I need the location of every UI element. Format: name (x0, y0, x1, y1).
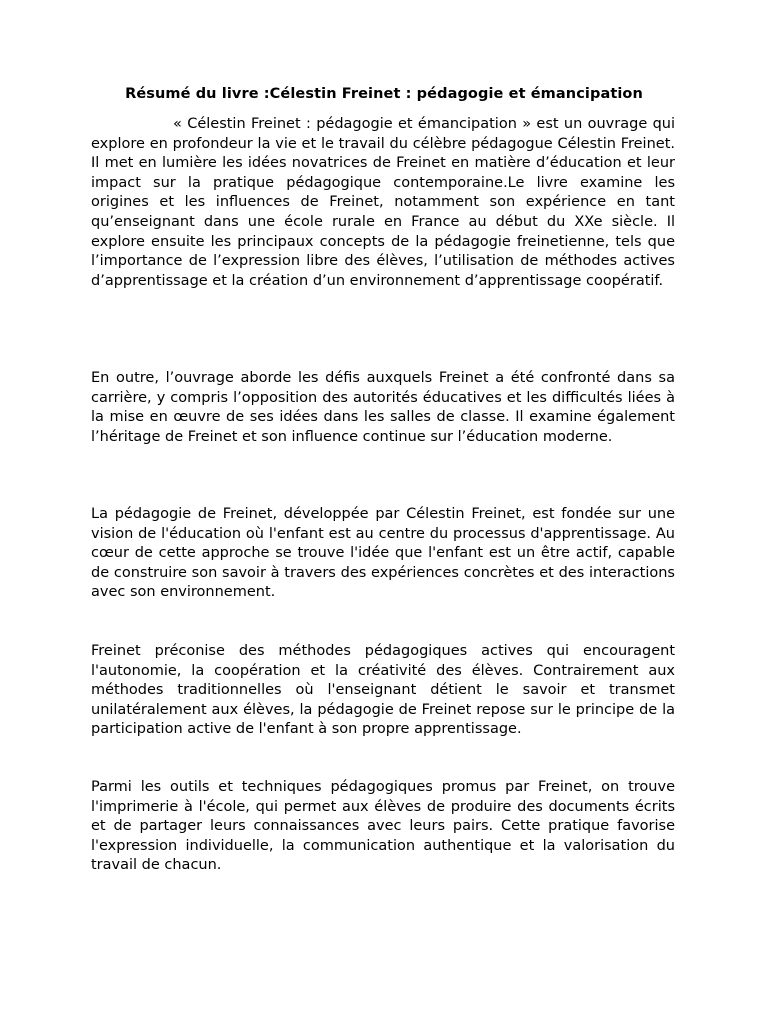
paragraph-4: Freinet préconise des méthodes pédagogiques actives qui encouragent l'autonomie, la coopération et la créativité des élèves. Contrairement aux méthodes traditionnelles où l'enseignant détient le savoir et transmet unilatéralement aux élèves, la pédagogie de Freinet repose sur le principe de la participation active de l'enfant à son propre apprentissage. (91, 643, 675, 738)
paragraph-1: « Célestin Freinet : pédagogie et émancipation » est un ouvrage qui explore en profondeur la vie et le travail du célèbre pédagogue Célestin Freinet. Il met en lumière les idées novatrices de Freinet en matière d’éducation et leur impact sur la pratique pédagogique contemporaine.Le livre examine les origines et les influences de Freinet, notamment son expérience en tant qu’enseignant dans une école rurale en France au début du XXe siècle. Il explore ensuite les principaux concepts de la pédagogie freinetienne, tels que l’importance de l’expression libre des élèves, l’utilisation de méthodes actives d’apprentissage et la création d’un environnement d’apprentissage coopératif. (91, 116, 675, 289)
paragraph-2: En outre, l’ouvrage aborde les défis auxquels Freinet a été confronté dans sa carrière, y compris l’opposition des autorités éducatives et les difficultés liées à la mise en œuvre de ses idées dans les salles de classe. Il examine également l’héritage de Freinet et son influence continue sur l’éducation moderne. (91, 370, 675, 445)
paragraph-3: La pédagogie de Freinet, développée par Célestin Freinet, est fondée sur une vision de l'éducation où l'enfant est au centre du processus d'apprentissage. Au cœur de cette approche se trouve l'idée que l'enfant est un être actif, capable de construire son savoir à travers des expériences concrètes et des interactions avec son environnement. (91, 506, 675, 601)
document-title: Résumé du livre :Célestin Freinet : pédagogie et émancipation (125, 86, 643, 102)
paragraph-5: Parmi les outils et techniques pédagogiques promus par Freinet, on trouve l'imprimerie à l'école, qui permet aux élèves de produire des documents écrits et de partager leurs connaissances avec leurs pairs. Cette pratique favorise l'expression individuelle, la communication authentique et la valorisation du travail de chacun. (91, 779, 675, 874)
